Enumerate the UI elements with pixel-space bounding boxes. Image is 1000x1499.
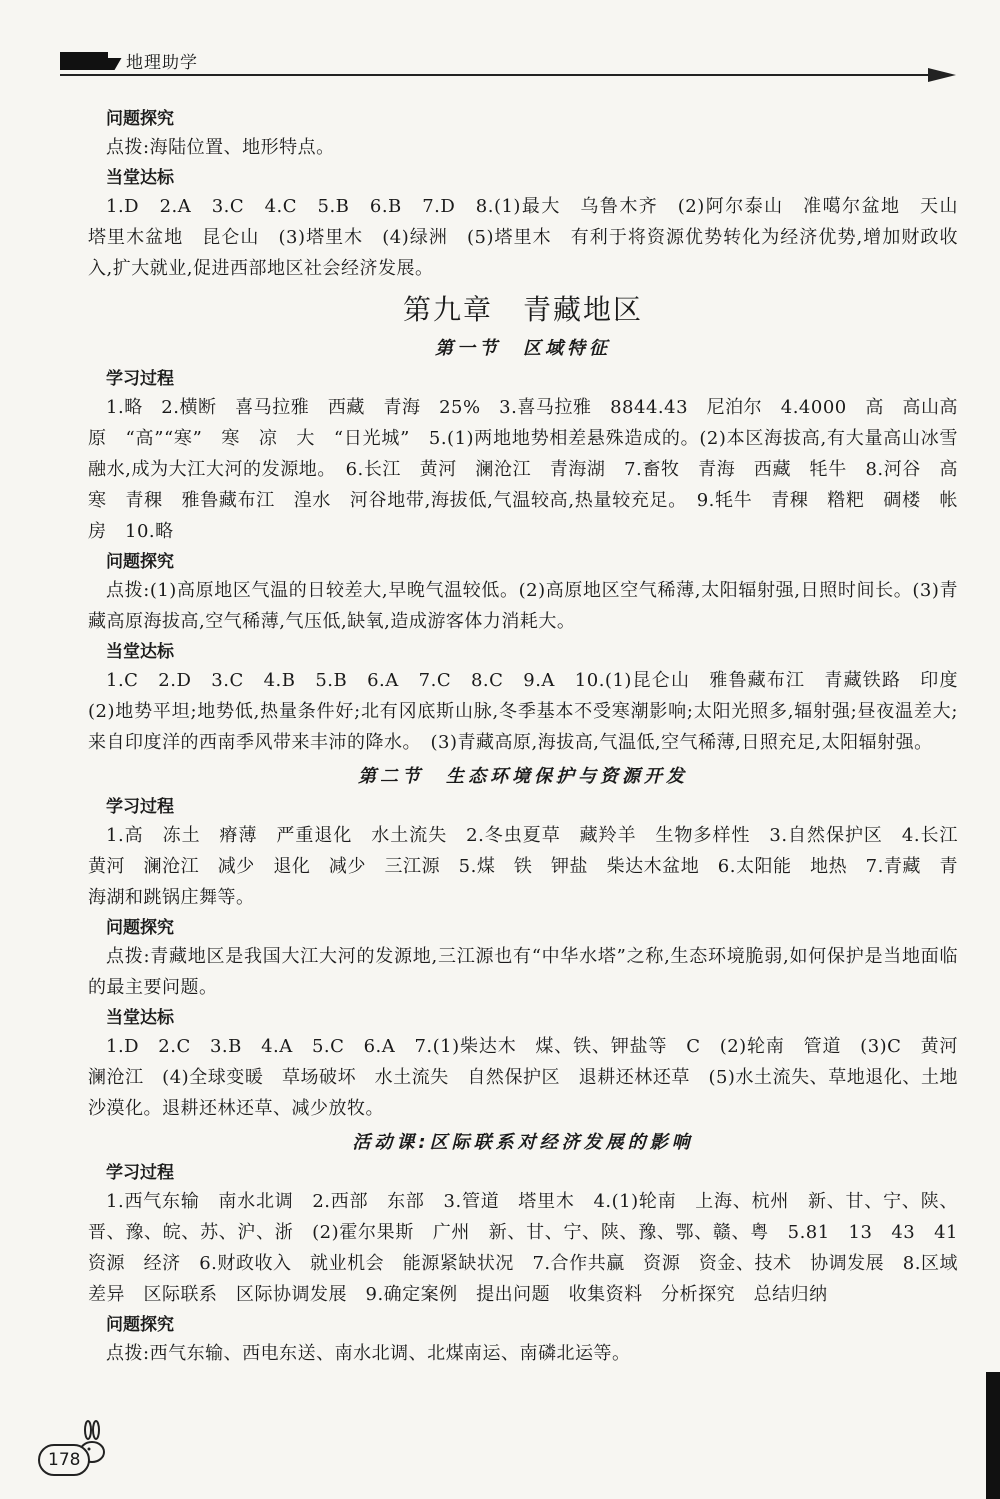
subsection-label: 学习过程 [106,1163,174,1183]
subsection-label: 问题探究 [106,918,174,938]
answer-paragraph: 1.高 冻土 瘠薄 严重退化 水土流失 2.冬虫夏草 藏羚羊 生物多样性 3.自然保护区 4.长江 黄河 澜沧江 减少 退化 减少 三江源 5.煤 铁 钾盐 柴达木盆地 6.太阳能 地热 7.青藏 青海湖和跳锅庄舞等。 [88,825,977,908]
section-title: 第二节 生态环境保护与资源开发 [358,766,688,787]
subsection-label: 学习过程 [106,797,174,817]
answer-content [88,104,977,1369]
answer-paragraph: 点拨:西气东输、西电东送、南水北调、北煤南运、南磷北运等。 [106,1343,631,1364]
subsection-label: 当堂达标 [106,642,174,662]
page-edge-bar [986,1372,1000,1499]
page-number: 178 [38,1444,90,1476]
subsection-label: 问题探究 [106,109,174,129]
answer-paragraph: 点拨:青藏地区是我国大江大河的发源地,三江源也有“中华水塔”之称,生态环境脆弱,如何保护是当地面临的最主要问题。 [88,946,958,998]
subsection-label: 学习过程 [106,369,174,389]
section-title: 活动课:区际联系对经济发展的影响 [352,1132,694,1153]
subsection-label: 问题探究 [106,552,174,572]
answer-paragraph: 1.略 2.横断 喜马拉雅 西藏 青海 25% 3.喜马拉雅 8844.43 尼泊尔 4.4000 高 高山高原 “高”“寒” 寒 凉 大 “日光城” 5.(1)两地地势相差悬殊造成的。(2)本区海拔高,有大量高山冰雪融水,成为大江大河的发源地。 6.长江 黄河 澜沧江 青海湖 7.畜牧 青海 西藏 牦牛 8.河谷 高寒 青稞 雅鲁藏布江 湟水 河谷地带,海拔低,气温较高,热量较充足。 9.牦牛 青稞 糌粑 碉楼 帐房 10.略 [88,397,958,542]
chapter-title: 第九章 青藏地区 [402,293,643,326]
subsection-label: 问题探究 [106,1315,174,1335]
section-title: 第一节 区域特征 [435,338,611,359]
header-arrow-icon [928,68,956,82]
page-header [60,46,960,86]
answer-paragraph: 点拨:(1)高原地区气温的日较差大,早晚气温较低。(2)高原地区空气稀薄,太阳辐射强,日照时间长。(3)青藏高原海拔高,空气稀薄,气压低,缺氧,造成游客体力消耗大。 [88,580,958,632]
answer-paragraph: 点拨:海陆位置、地形特点。 [106,137,335,158]
answer-paragraph: 1.D 2.C 3.B 4.A 5.C 6.A 7.(1)柴达木 煤、铁、钾盐等 C (2)轮南 管道 (3)C 黄河 澜沧江 (4)全球变暖 草场破坏 水土流失 自然保护区 退耕还林还草 (5)水土流失、草地退化、土地沙漠化。退耕还林还草、减少放牧。 [88,1036,977,1119]
answer-paragraph: 1.C 2.D 3.C 4.B 5.B 6.A 7.C 8.C 9.A 10.(1)昆仑山 雅鲁藏布江 青藏铁路 印度 (2)地势平坦;地势低,热量条件好;北有冈底斯山脉,冬季基本不受寒潮影响;太阳光照多,辐射强;昼夜温差大;来自印度洋的西南季风带来丰沛的降水。 (3)青藏高原,海拔高,气温低,空气稀薄,日照充足,太阳辐射强。 [88,670,977,753]
header-title: 地理助学 [126,53,198,73]
answer-paragraph: 1.西气东输 南水北调 2.西部 东部 3.管道 塔里木 4.(1)轮南 上海、杭州 新、甘、宁、陕、晋、豫、皖、苏、沪、浙 (2)霍尔果斯 广州 新、甘、宁、陕、豫、鄂、赣、粤 5.81 13 43 41 资源 经济 6.财政收入 就业机会 能源紧缺状况 7.合作共赢 资源 资金、技术 协调发展 8.区域差异 区际联系 区际协调发展 9.确定案例 提出问题 收集资料 分析探究 总结归纳 [88,1191,977,1305]
header-rule [60,74,930,76]
answer-paragraph: 1.D 2.A 3.C 4.C 5.B 6.B 7.D 8.(1)最大 乌鲁木齐 (2)阿尔泰山 准噶尔盆地 天山 塔里木盆地 昆仑山 (3)塔里木 (4)绿洲 (5)塔里木 有利于将资源优势转化为经济优势,增加财政收入,扩大就业,促进西部地区社会经济发展。 [88,196,977,279]
subsection-label: 当堂达标 [106,1008,174,1028]
subsection-label: 当堂达标 [106,168,174,188]
